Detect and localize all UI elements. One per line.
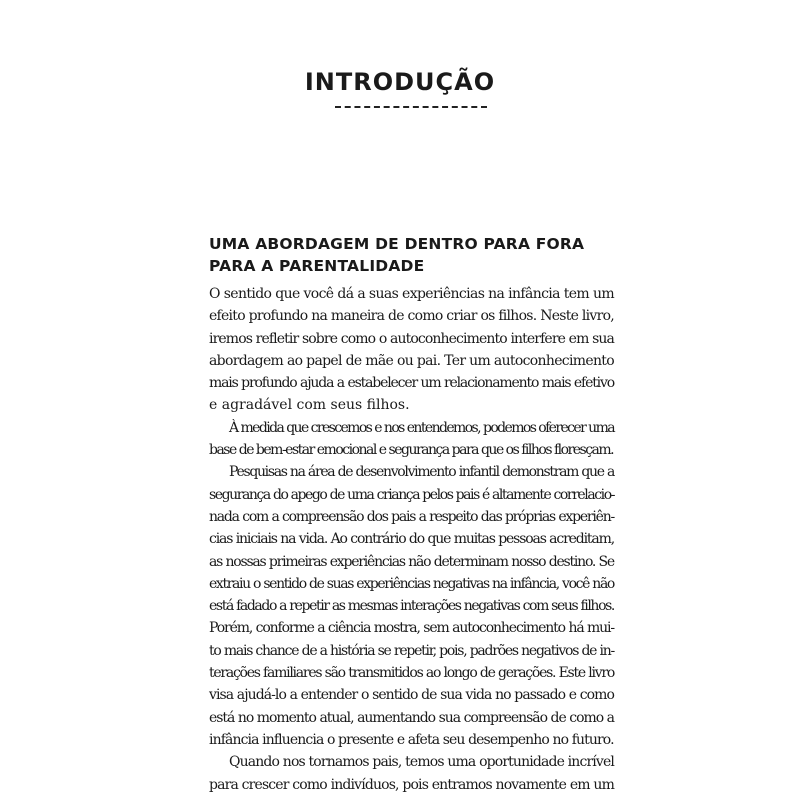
section-heading [209, 233, 609, 277]
chapter-title: INTRODUÇÃO [304, 68, 496, 96]
text-line: para crescer como indivíduos, pois entramos novamente em um [209, 776, 614, 793]
text-line: efeito profundo na maneira de como criar os filhos. Neste livro, [209, 308, 614, 325]
text-line: to mais chance de a história se repetir, pois, padrões negativos de in- [209, 642, 614, 659]
text-line: está fadado a repetir as mesmas interações negativas com seus filhos. [209, 598, 614, 615]
text-line: base de bem-estar emocional e segurança para que os filhos floresçam. [209, 442, 614, 459]
text-line: Quando nos tornamos pais, temos uma oportunidade incrível [229, 754, 614, 771]
text-line: e agradável com seus filhos. [209, 397, 410, 414]
text-line: O sentido que você dá a suas experiências na infância tem um [209, 286, 614, 302]
text-line: À medida que crescemos e nos entendemos, podemos oferecer uma [229, 419, 614, 436]
text-line: iremos refletir sobre como o autoconhecimento interfere em sua [209, 330, 614, 347]
text-line: segurança do apego de uma criança pelos pais é altamente correlacio- [209, 486, 614, 503]
section-heading-line: PARA A PARENTALIDADE [209, 257, 425, 275]
text-line: mais profundo ajuda a estabelecer um relacionamento mais efetivo [209, 375, 614, 392]
text-line: nada com a compreensão dos pais a respeito das próprias experiên- [209, 508, 614, 525]
text-line: está no momento atual, aumentando sua compreensão de como a [209, 709, 614, 726]
text-line: cias iniciais na vida. Ao contrário do que muitas pessoas acreditam, [209, 531, 614, 548]
text-line: Pesquisas na área de desenvolvimento infantil demonstram que a [229, 464, 614, 481]
text-line: Porém, conforme a ciência mostra, sem autoconhecimento há mui- [209, 620, 614, 637]
text-line: terações familiares são transmitidos ao longo de gerações. Este livro [209, 665, 614, 682]
title-dashed-rule [335, 106, 487, 108]
text-line: visa ajudá-lo a entender o sentido de sua vida no passado e como [209, 687, 614, 704]
text-line: as nossas primeiras experiências não determinam nosso destino. Se [209, 553, 614, 570]
text-line: extraiu o sentido de suas experiências negativas na infância, você não [209, 575, 614, 592]
text-line: infância influencia o presente e afeta seu desempenho no futuro. [209, 731, 614, 748]
text-line: abordagem ao papel de mãe ou pai. Ter um autoconhecimento [209, 352, 614, 369]
section-heading-line: UMA ABORDAGEM DE DENTRO PARA FORA [209, 235, 585, 253]
body-text [209, 283, 614, 796]
